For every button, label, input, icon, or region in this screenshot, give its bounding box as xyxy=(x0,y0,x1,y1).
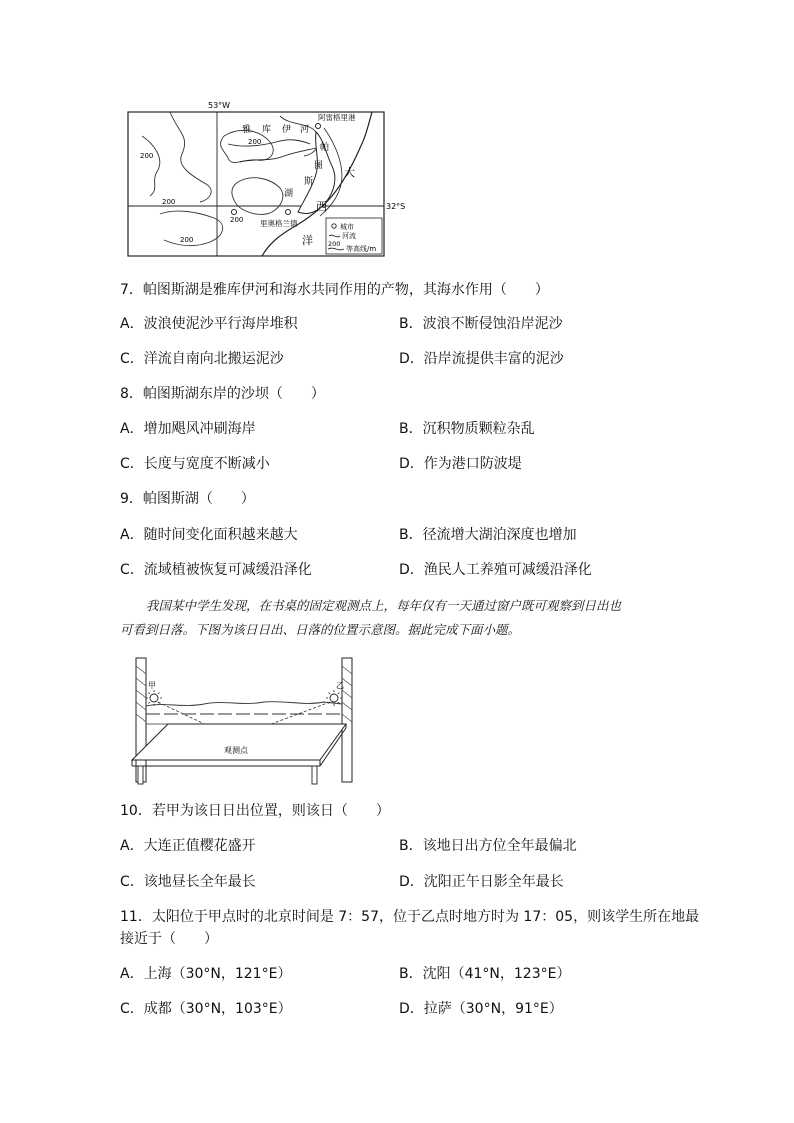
q7-option-b[interactable]: B．波浪不断侵蚀沿岸泥沙 xyxy=(399,316,563,332)
river-name-char: 雅 xyxy=(242,125,252,135)
horizon-hills xyxy=(146,702,342,706)
label-yi: 乙 xyxy=(336,681,344,690)
intro-line-2: 可看到日落。下图为该日日出、日落的位置示意图。据此完成下面小题。 xyxy=(120,622,521,637)
q11-option-a[interactable]: A．上海（30°N，121°E） xyxy=(120,966,292,982)
latitude-label: 32°S xyxy=(386,202,406,211)
sunrise-sunset-window-diagram xyxy=(124,656,364,786)
contour-value-label: 200 xyxy=(230,216,244,224)
legend-city-icon xyxy=(332,224,336,228)
q9-option-c[interactable]: C．流域植被恢复可减缓沿泽化 xyxy=(120,562,312,578)
question-11-stem-line-1: 11．太阳位于甲点时的北京时间是 7：57，位于乙点时地方时为 17：05，则该学生所在地最 xyxy=(120,909,700,925)
contour-value-label: 200 xyxy=(248,138,262,146)
legend-contour-num: 200 xyxy=(328,240,341,248)
intro-line-1: 我国某中学生发现，在书桌的固定观测点上，每年仅有一天通过窗户既可观察到日出也 xyxy=(146,598,622,613)
ocean-name-char: 西 xyxy=(316,200,327,213)
q10-option-c[interactable]: C．该地昼长全年最长 xyxy=(120,874,256,890)
window-frame-left xyxy=(136,658,146,782)
river-name-char: 河 xyxy=(300,125,310,135)
sun-icon-left xyxy=(146,690,162,706)
river-name-char: 库 xyxy=(262,125,272,135)
river-name-char: 伊 xyxy=(282,125,292,135)
q9-option-d[interactable]: D．渔民人工养殖可减缓沿泽化 xyxy=(399,562,592,578)
legend-city-label: 城市 xyxy=(340,223,354,231)
question-10-stem: 10．若甲为该日日出位置，则该日（ ） xyxy=(120,803,390,819)
city-marker xyxy=(232,210,237,215)
desk-leg xyxy=(312,766,317,784)
window-frame-right xyxy=(342,658,352,782)
q10-option-d[interactable]: D．沈阳正午日影全年最长 xyxy=(399,874,564,890)
patos-lagoon-map xyxy=(120,96,410,262)
label-jia: 甲 xyxy=(148,681,156,690)
lake-name-char: 图 xyxy=(314,161,324,171)
q8-option-b[interactable]: B．沉积物质颗粒杂乱 xyxy=(399,421,535,437)
label-observation-point: 观测点 xyxy=(224,746,248,755)
q10-option-b[interactable]: B．该地日出方位全年最偏北 xyxy=(399,838,577,854)
lake-name-char: 湖 xyxy=(284,189,294,199)
city-label-rio-grande: 里奥格兰德 xyxy=(260,219,298,228)
q7-option-d[interactable]: D．沿岸流提供丰富的泥沙 xyxy=(399,351,564,367)
q7-option-a[interactable]: A．波浪使泥沙平行海岸堆积 xyxy=(120,316,298,332)
lake-name-char: 帕 xyxy=(320,143,330,153)
q8-option-a[interactable]: A．增加飓风冲刷海岸 xyxy=(120,421,256,437)
q9-option-a[interactable]: A．随时间变化面积越来越大 xyxy=(120,527,298,543)
city-marker xyxy=(316,124,321,129)
legend-contour-label: 等高线/m xyxy=(346,245,377,253)
contour-value-label: 200 xyxy=(140,152,154,160)
q8-option-c[interactable]: C．长度与宽度不断减小 xyxy=(120,456,270,472)
q11-option-d[interactable]: D．拉萨（30°N，91°E） xyxy=(399,1001,563,1017)
question-8-stem: 8．帕图斯湖东岸的沙坝（ ） xyxy=(120,386,325,402)
q11-option-b[interactable]: B．沈阳（41°N，123°E） xyxy=(399,966,571,982)
q11-option-c[interactable]: C．成都（30°N，103°E） xyxy=(120,1001,292,1017)
city-label-porto-alegre: 阿雷格里港 xyxy=(318,113,356,122)
contour-value-label: 200 xyxy=(162,198,176,206)
question-7-stem: 7．帕图斯湖是雅库伊河和海水共同作用的产物，其海水作用（ ） xyxy=(120,282,549,298)
question-9-stem: 9．帕图斯湖（ ） xyxy=(120,491,255,507)
longitude-label: 53°W xyxy=(208,101,231,110)
lake-name-char: 斯 xyxy=(304,177,314,187)
ocean-name-char: 洋 xyxy=(302,234,313,247)
q9-option-b[interactable]: B．径流增大湖泊深度也增加 xyxy=(399,527,577,543)
ocean-name-char: 大 xyxy=(344,166,355,179)
legend-river-label: 河流 xyxy=(342,232,356,240)
city-marker xyxy=(286,210,291,215)
q8-option-d[interactable]: D．作为港口防波堤 xyxy=(399,456,522,472)
q10-option-a[interactable]: A．大连正值樱花盛开 xyxy=(120,838,256,854)
question-11-stem-line-2: 接近于（ ） xyxy=(120,931,218,947)
contour-value-label: 200 xyxy=(180,236,194,244)
desk-leg xyxy=(138,766,143,784)
map-legend xyxy=(326,218,382,254)
q7-option-c[interactable]: C．洋流自南向北搬运泥沙 xyxy=(120,351,284,367)
